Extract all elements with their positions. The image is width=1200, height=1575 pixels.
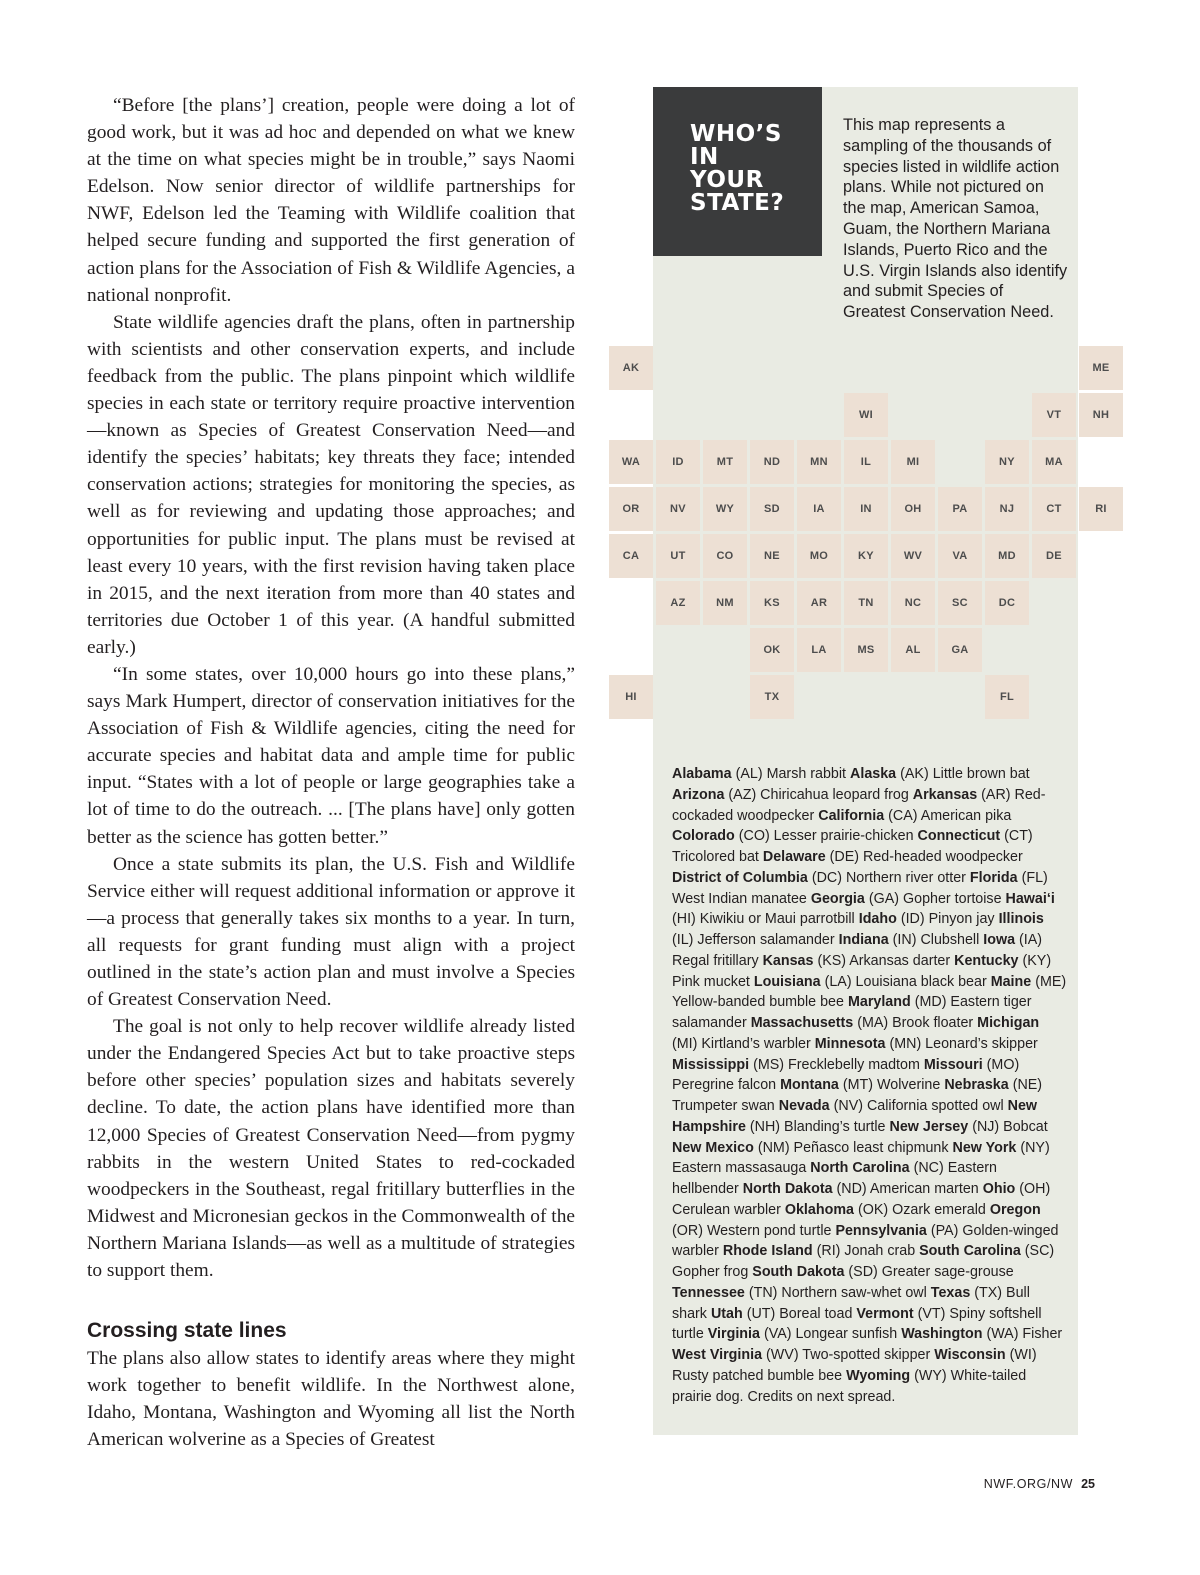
species-description: (HI) Kiwikiu or Maui parrotbill [672,911,855,928]
state-tile-nm: NM [703,581,747,625]
species-description: (FL) West Indian manatee [672,869,1048,907]
state-tile-mi: MI [891,440,935,484]
species-state-name: Indiana [838,932,889,948]
species-state-name: Massachusetts [750,1015,854,1031]
state-tile-ky: KY [844,534,888,578]
state-tile-de: DE [1032,534,1076,578]
species-state-name: Nevada [778,1098,830,1114]
state-tile-ok: OK [750,628,794,672]
species-description: (OR) Western pond turtle [672,1222,832,1239]
species-description: (NV) California spotted owl [833,1098,1004,1114]
page-number: 25 [1081,1477,1095,1491]
state-tile-md: MD [985,534,1029,578]
species-description: (WI) Rusty patched bumble bee [672,1347,1037,1384]
species-state-name: Georgia [810,890,865,907]
species-description: (DC) Northern river otter [811,869,966,886]
species-state-name: Kentucky [954,952,1019,969]
state-tile-fl: FL [985,675,1029,719]
species-state-name: Delaware [762,849,826,865]
species-description: (GA) Gopher tortoise [868,890,1002,907]
species-state-name: Alabama [672,766,732,782]
species-state-name: Virginia [707,1326,760,1343]
species-state-name: Colorado [672,828,735,845]
state-tile-nc: NC [891,581,935,625]
species-state-name: New Hampshire [672,1098,1038,1135]
species-entry [672,766,846,782]
state-tile-ar: AR [797,581,841,625]
species-description: (MT) Wolverine [842,1077,941,1094]
species-description: (KS) Arkansas darter [817,952,951,969]
footer-site: NWF.ORG/NW [983,1477,1074,1491]
species-state-name: Illinois [998,911,1044,928]
species-state-name: Idaho [858,911,897,928]
state-tile-in: IN [844,487,888,531]
species-description: (MS) Frecklebelly madtom [753,1056,920,1073]
species-state-name: South Dakota [752,1264,845,1280]
species-state-name: Nebraska [944,1077,1009,1094]
species-state-name: Kansas [762,952,814,969]
species-state-name: Iowa [983,932,1016,948]
species-description: (NH) Blanding’s turtle [749,1118,886,1135]
article-paragraph-final: The plans also allow states to identify areas where they might work together to benefit wildlife. In the Northwest alone, Idaho, Montana, Washington and Wyoming all list the North American wolverine as a Species of Greatest [87,1348,575,1451]
state-tile-ia: IA [797,487,841,531]
species-state-name: North Carolina [810,1160,910,1177]
sidebar-intro: This map represents a sampling of the thousands of species listed in wildlife action plans. While not pictured on the map, American Samoa, Guam, the Northern Mariana Islands, Puerto Rico and the U.S. Virgin Islands also identify and submit Species of Greatest Conservation Need. [843,116,1068,322]
state-tile-ut: UT [656,534,700,578]
state-tile-az: AZ [656,581,700,625]
state-tile-ri: RI [1079,487,1123,531]
article-paragraph: State wildlife agencies draft the plans, often in partnership with scientists and other conservation experts, and include feedback from the public. The plans pinpoint which wildlife species in each state or territory require proactive intervention—known as Species of Greatest Conservation Need—and identify the species’ habitats; key threats they face; intended conservation actions; strategies for monitoring the species, as well as for reviewing and updating those approaches; and opportunities for public input. The plans must be revised at least every 10 years, with the first revision having taken place in 2015, and the next iteration from more than 40 states and territories due October 1 of this year. (A handful submitted early.) [87,311,575,658]
species-state-name: Ohio [982,1181,1016,1197]
species-state-name: Minnesota [814,1035,886,1052]
species-entry [901,1326,1062,1342]
species-description: (WA) Fisher [986,1326,1063,1343]
species-description: (RI) Jonah crab [816,1243,916,1260]
species-state-name: Pennsylvania [835,1222,927,1239]
state-tile-il: IL [844,440,888,484]
species-entry [711,1306,852,1322]
state-tile-nj: NJ [985,487,1029,531]
species-state-name: New Mexico [672,1139,754,1156]
species-state-name: Hawai‘i [1005,890,1055,907]
species-description: (MI) Kirtland’s warbler [672,1035,811,1052]
species-description: (SD) Greater sage-grouse [848,1264,1014,1280]
state-tile-or: OR [609,487,653,531]
state-tile-wa: WA [609,440,653,484]
species-entry [754,974,987,990]
state-tile-wv: WV [891,534,935,578]
species-description: (LA) Louisiana black bear [824,973,987,990]
state-tile-wi: WI [844,393,888,437]
state-tile-ct: CT [1032,487,1076,531]
species-state-name: California [818,807,885,824]
species-state-name: Wyoming [846,1367,911,1384]
section-subheading: Crossing state lines [87,1319,287,1343]
species-description: (IL) Jefferson salamander [672,932,835,948]
species-state-name: Utah [710,1305,743,1322]
species-state-name: Oklahoma [784,1201,854,1218]
species-state-name: Michigan [977,1015,1040,1031]
state-tile-co: CO [703,534,747,578]
species-state-name: Oregon [989,1201,1041,1218]
species-entry [672,787,909,803]
species-state-name: New York [952,1139,1017,1156]
species-entry [672,1285,927,1301]
species-description: (AL) Marsh rabbit [735,766,847,782]
species-description: (ME) Yellow-banded bumble bee [672,973,1067,1011]
species-state-name: Wisconsin [934,1347,1006,1363]
species-description: (PA) Golden-winged warbler [672,1222,1059,1260]
state-tile-al: AL [891,628,935,672]
species-entry [811,891,1002,907]
state-tile-wy: WY [703,487,747,531]
species-description: (OH) Cerulean warbler [672,1181,1051,1218]
species-entry [672,828,914,844]
species-state-name: Florida [969,869,1018,886]
species-description: (MO) Peregrine falcon [672,1056,1020,1094]
species-state-name: South Carolina [919,1243,1021,1260]
state-tile-dc: DC [985,581,1029,625]
species-entry [859,911,995,927]
state-tile-me: ME [1079,346,1123,390]
species-entry [839,932,980,948]
species-state-name: Tennessee [672,1284,745,1301]
species-state-name: Alaska [850,766,897,782]
species-entry [672,1140,949,1156]
species-state-name: Missouri [923,1056,983,1073]
sidebar-title: WHO’S IN YOUR STATE? [690,121,785,216]
species-description: (IA) Regal fritillary [672,932,1043,969]
species-state-name: West Virginia [672,1347,763,1363]
species-description: (CT) Tricolored bat [672,828,1033,865]
state-tile-ks: KS [750,581,794,625]
species-description: (MA) Brook floater [857,1015,974,1031]
species-entry [815,1036,1038,1052]
species-description: (TX) Bull shark [672,1284,1030,1322]
species-state-name: Maine [990,973,1032,990]
species-description: (TN) Northern saw-whet owl [748,1284,927,1301]
species-description: (OK) Ozark emerald [857,1201,986,1218]
article-column [87,92,575,1454]
species-entry [779,1098,1004,1114]
species-description: (IN) Clubshell [892,932,980,948]
species-description: (UT) Boreal toad [746,1305,853,1322]
species-state-name: Louisiana [753,973,821,990]
state-tile-la: LA [797,628,841,672]
state-tile-ma: MA [1032,440,1076,484]
species-description: (MN) Leonard’s skipper [889,1035,1038,1052]
species-description: (CO) Lesser prairie-chicken [738,828,914,845]
state-tile-nv: NV [656,487,700,531]
species-entry [780,1077,940,1093]
species-entry [890,1119,1048,1135]
species-entry [763,849,1023,865]
state-tile-nd: ND [750,440,794,484]
species-description: (WV) Two-spotted skipper [766,1347,931,1363]
state-tile-id: ID [656,440,700,484]
state-tile-nh: NH [1079,393,1123,437]
species-state-name: Arkansas [912,786,978,803]
state-tile-tn: TN [844,581,888,625]
state-tile-ms: MS [844,628,888,672]
species-state-name: Vermont [856,1305,914,1322]
state-tile-va: VA [938,534,982,578]
species-state-name: New Jersey [889,1118,969,1135]
species-state-name: Maryland [847,994,911,1011]
species-state-name: Arizona [672,786,725,803]
species-state-name: North Dakota [742,1181,833,1197]
state-tile-mt: MT [703,440,747,484]
species-description: (NM) Peñasco least chipmunk [757,1139,949,1156]
species-state-name: District of Columbia [672,869,808,886]
species-entry [763,953,951,969]
state-tile-ne: NE [750,534,794,578]
species-description: (AK) Little brown bat [900,766,1030,782]
sidebar-title-box [653,87,822,256]
page-footer [984,1477,1095,1491]
species-entry [818,808,1011,824]
species-description: (NE) Trumpeter swan [672,1077,1043,1114]
species-state-name: Connecticut [917,828,1001,845]
species-description: (NC) Eastern hellbender [672,1160,997,1197]
species-state-name: Washington [901,1326,983,1343]
species-description: (KY) Pink mucket [672,952,1052,990]
species-description: (WY) White-tailed prairie dog. [672,1367,1027,1405]
state-tile-ak: AK [609,346,653,390]
state-tile-vt: VT [1032,393,1076,437]
species-description: (AZ) Chiricahua leopard frog [728,786,909,803]
species-description: (NY) Eastern massasauga [672,1139,1050,1177]
state-tile-tx: TX [750,675,794,719]
credits-note: Credits on next spread. [747,1388,896,1405]
species-entry [752,1264,1013,1280]
species-description: (VT) Spiny softshell turtle [672,1305,1042,1343]
species-description: (MD) Eastern tiger salamander [672,994,1032,1031]
species-list [672,764,1067,1407]
state-tile-ca: CA [609,534,653,578]
species-entry [743,1181,979,1197]
species-state-name: Mississippi [672,1056,750,1073]
species-entry [723,1243,915,1259]
species-description: (CA) American pika [888,807,1012,824]
article-paragraph: “In some states, over 10,000 hours go into these plans,” says Mark Humpert, director of conservation initiatives for the Association of Fish & Wildlife agencies, citing the need for accurate species and habitat data and ample time for public input. “States with a lot of people or large geographies take a lot of time to do the outreach. ... [The plans have] only gotten better as the science has gotten better.” [87,663,575,848]
article-paragraph: Once a state submits its plan, the U.S. Fish and Wildlife Service either will request additional information or approve it—a process that generally takes six months to a year. In turn, all requests for grant funding must align with a project outlined in the state’s action plan and must involve a Species of Greatest Conservation Need. [87,853,575,1011]
state-tile-ny: NY [985,440,1029,484]
species-entry [785,1202,986,1218]
article-paragraph: “Before [the plans’] creation, people were doing a lot of good work, but it was ad hoc and depended on what we knew at the time on what species might be in trouble,” says Naomi Edelson. Now senior director of wildlife partnerships for NWF, Edelson led the Teaming with Wildlife coalition that helped secure funding and supported the first generation of action plans for the Association of Fish & Wildlife Agencies, a national nonprofit. [87,95,575,306]
species-entry [672,1057,920,1073]
state-tile-pa: PA [938,487,982,531]
article-paragraph: The goal is not only to help recover wildlife already listed under the Endangered Species Act but to take proactive steps before other species’ population sizes and habitats severely decline. To date, the action plans have identified more than 12,000 Species of Greatest Conservation Need—from pygmy rabbits in the western United States to red-cockaded woodpeckers in the Southeast, regal fritillary butterflies in the Midwest and Micronesian geckos in the Commonwealth of the Northern Mariana Islands—as well as a multitude of strategies to support them. [87,1016,575,1282]
species-description: (SC) Gopher frog [672,1243,1055,1280]
state-tile-mo: MO [797,534,841,578]
species-entry [672,1347,930,1363]
species-description: (ID) Pinyon jay [900,911,995,928]
species-state-name: Rhode Island [722,1243,813,1260]
species-state-name: Montana [780,1077,839,1094]
state-tile-sd: SD [750,487,794,531]
state-tile-hi: HI [609,675,653,719]
species-description: (ND) American marten [836,1181,979,1197]
species-description: (DE) Red-headed woodpecker [829,849,1023,865]
species-description: (VA) Longear sunfish [763,1326,898,1343]
species-entry [751,1015,974,1031]
species-entry [850,766,1030,782]
species-description: (NJ) Bobcat [972,1118,1048,1135]
species-state-name: Texas [930,1284,971,1301]
species-entry [708,1326,897,1342]
species-entry [672,870,966,886]
state-tile-ga: GA [938,628,982,672]
state-tile-mn: MN [797,440,841,484]
species-description: (AR) Red-cockaded woodpecker [672,786,1046,824]
state-tile-oh: OH [891,487,935,531]
state-tile-sc: SC [938,581,982,625]
